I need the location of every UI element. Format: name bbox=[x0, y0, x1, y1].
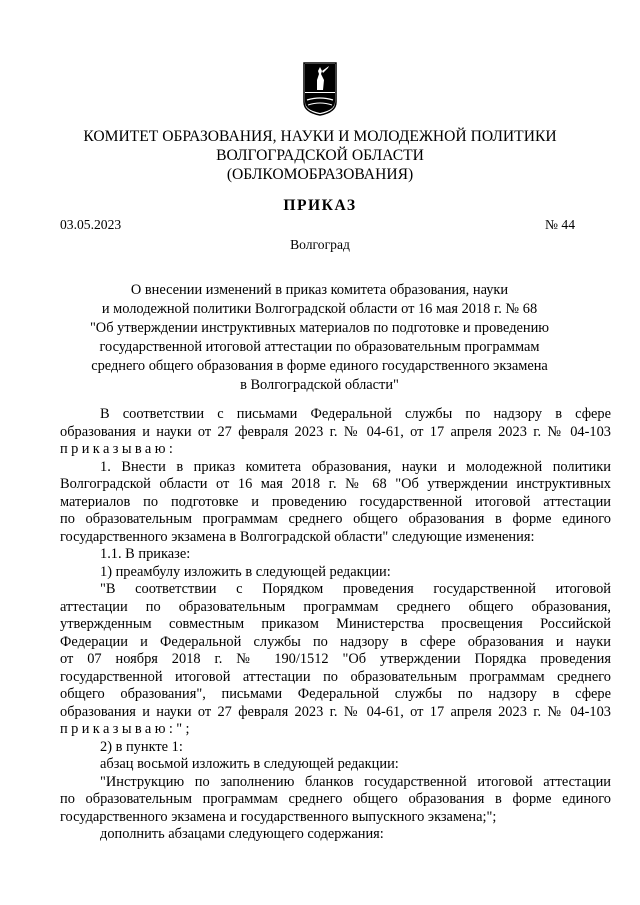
body-line: образования и науки от 27 февраля 2023 г. № 04-61, от 17 апреля 2023 г. № 04-103 bbox=[60, 703, 611, 720]
body-line: В соответствии с письмами Федеральной службы по надзору в сфере bbox=[100, 406, 611, 422]
body-line: утвержденным совместным приказом Министерства просвещения Российской bbox=[60, 616, 611, 632]
body-line: общего образования", письмами Федеральной службы по надзору в сфере bbox=[60, 686, 611, 702]
body-line: 1. Внести в приказ комитета образования, науки и молодежной политики bbox=[100, 458, 611, 475]
body-line: приказываю:"; bbox=[60, 721, 193, 737]
body-line: 2) в пункте 1: bbox=[100, 738, 183, 755]
subject-line: О внесении изменений в приказ комитета образования, науки bbox=[130, 282, 509, 298]
subject-line: "Об утверждении инструктивных материалов по подготовке и проведению bbox=[89, 320, 550, 336]
document-number: № 44 bbox=[545, 217, 575, 232]
body-line: дополнить абзацами следующего содержания: bbox=[100, 826, 384, 842]
document-body bbox=[60, 406, 611, 844]
body-line: материалов по подготовке и проведению государственной итоговой аттестации bbox=[60, 493, 611, 510]
body-line: Волгоградской области от 16 мая 2018 г. № 68 "Об утверждении инструктивных bbox=[60, 476, 611, 492]
body-line: государственного экзамена в Волгоградской области" следующие изменения: bbox=[60, 528, 535, 545]
document-date: 03.05.2023 bbox=[60, 217, 122, 232]
organization-name bbox=[0, 127, 640, 184]
volgograd-coat-of-arms-icon bbox=[303, 62, 337, 116]
body-line: государственной итоговой аттестации по образовательным программам среднего bbox=[60, 668, 611, 685]
org-line: (ОБЛКОМОБРАЗОВАНИЯ) bbox=[226, 166, 414, 183]
body-line: 1.1. В приказе: bbox=[100, 546, 191, 562]
subject-line: государственной итоговой аттестации по образовательным программам bbox=[99, 339, 540, 355]
subject-line: в Волгоградской области" bbox=[240, 377, 399, 393]
body-line: государственного экзамена и государственного выпускного экзамена;"; bbox=[60, 808, 497, 825]
subject-line: и молодежной политики Волгоградской области от 16 мая 2018 г. № 68 bbox=[101, 301, 538, 317]
subject-line: среднего общего образования в форме единого государственного экзамена bbox=[91, 358, 548, 374]
body-line: от 07 ноября 2018 г. № 190/1512 "Об утверждении Порядка проведения bbox=[60, 651, 611, 667]
body-line: "Инструкцию по заполнению бланков государственной итоговой аттестации bbox=[100, 773, 611, 790]
document-subject bbox=[60, 281, 579, 395]
body-line: приказываю: bbox=[60, 441, 177, 457]
body-line: Федерации и Федеральной службы по надзору в сфере образования и науки bbox=[60, 633, 611, 650]
body-line: "В соответствии с Порядком проведения государственной итоговой bbox=[100, 581, 611, 597]
body-line: аттестации по образовательным программам среднего общего образования, bbox=[60, 598, 611, 615]
body-line: 1) преамбулу изложить в следующей редакции: bbox=[100, 563, 391, 580]
body-line: по образовательным программам среднего общего образования в форме единого bbox=[60, 791, 611, 807]
org-line: КОМИТЕТ ОБРАЗОВАНИЯ, НАУКИ И МОЛОДЕЖНОЙ ПОЛИТИКИ bbox=[83, 128, 557, 145]
body-line: образования и науки от 27 февраля 2023 г. № 04-61, от 17 апреля 2023 г. № 04-103 bbox=[60, 423, 611, 440]
org-line: ВОЛГОГРАДСКОЙ ОБЛАСТИ bbox=[216, 147, 424, 164]
document-city: Волгоград bbox=[290, 237, 350, 252]
body-line: абзац восьмой изложить в следующей редакции: bbox=[100, 756, 399, 772]
body-line: по образовательным программам среднего общего образования в форме единого bbox=[60, 511, 611, 527]
document-type: ПРИКАЗ bbox=[283, 197, 357, 214]
